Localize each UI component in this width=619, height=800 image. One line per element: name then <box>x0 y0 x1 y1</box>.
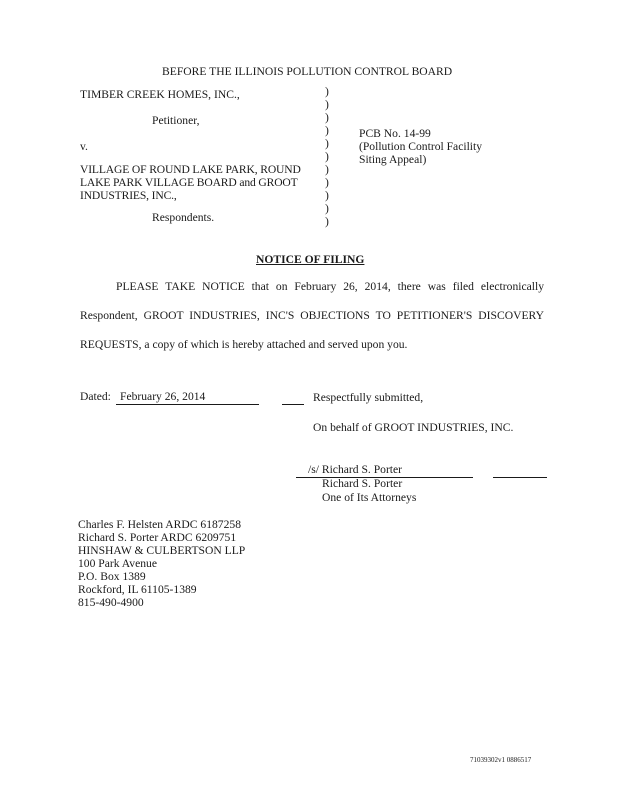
dated-value: February 26, 2014 <box>120 390 206 403</box>
paren: ) <box>325 111 329 124</box>
petitioner-name: TIMBER CREEK HOMES, INC., <box>80 88 240 101</box>
paren: ) <box>325 163 329 176</box>
dated-underline <box>116 404 259 405</box>
caption-paren-column <box>325 85 335 228</box>
firm-street: 100 Park Avenue <box>78 557 157 570</box>
respondent-line-3: INDUSTRIES, INC., <box>80 189 177 202</box>
notice-heading: NOTICE OF FILING <box>256 253 365 266</box>
paren: ) <box>325 137 329 150</box>
attorney-line-1: Charles F. Helsten ARDC 6187258 <box>78 518 241 531</box>
case-description-line-2: Siting Appeal) <box>359 153 427 166</box>
paren: ) <box>325 85 329 98</box>
body-line-2: Respondent, GROOT INDUSTRIES, INC'S OBJECTIONS TO PETITIONER'S DISCOVERY <box>80 309 544 322</box>
respondent-label: Respondents. <box>152 211 215 224</box>
respondent-line-1: VILLAGE OF ROUND LAKE PARK, ROUND <box>80 163 301 176</box>
body-line-3: REQUESTS, a copy of which is hereby attached and served upon you. <box>80 338 408 351</box>
paren: ) <box>325 98 329 111</box>
signer-name: Richard S. Porter <box>322 477 403 490</box>
paren: ) <box>325 189 329 202</box>
paren: ) <box>325 215 329 228</box>
board-title: BEFORE THE ILLINOIS POLLUTION CONTROL BOARD <box>162 65 453 78</box>
firm-phone: 815-490-4900 <box>78 596 144 609</box>
paren: ) <box>325 124 329 137</box>
on-behalf-of: On behalf of GROOT INDUSTRIES, INC. <box>313 421 514 434</box>
paren: ) <box>325 150 329 163</box>
firm-name: HINSHAW & CULBERTSON LLP <box>78 544 246 557</box>
signature-underline-right <box>493 477 547 478</box>
firm-city: Rockford, IL 61105-1389 <box>78 583 197 596</box>
attorney-line-2: Richard S. Porter ARDC 6209751 <box>78 531 237 544</box>
e-signature: /s/ Richard S. Porter <box>308 463 403 476</box>
paren: ) <box>325 176 329 189</box>
paren: ) <box>325 202 329 215</box>
case-description-line-1: (Pollution Control Facility <box>359 140 483 153</box>
signer-role: One of Its Attorneys <box>322 491 417 504</box>
footer-document-code: 71039302v1 0886517 <box>470 756 532 764</box>
versus-label: v. <box>80 140 88 153</box>
blank-underline <box>282 404 304 405</box>
case-number: PCB No. 14-99 <box>359 127 431 140</box>
petitioner-label: Petitioner, <box>152 114 200 127</box>
dated-label: Dated: <box>80 390 111 403</box>
firm-po-box: P.O. Box 1389 <box>78 570 146 583</box>
respectfully-submitted: Respectfully submitted, <box>313 391 424 404</box>
body-line-1: PLEASE TAKE NOTICE that on February 26, 2014, there was filed electronically <box>116 280 544 293</box>
respondent-line-2: LAKE PARK VILLAGE BOARD and GROOT <box>80 176 298 189</box>
